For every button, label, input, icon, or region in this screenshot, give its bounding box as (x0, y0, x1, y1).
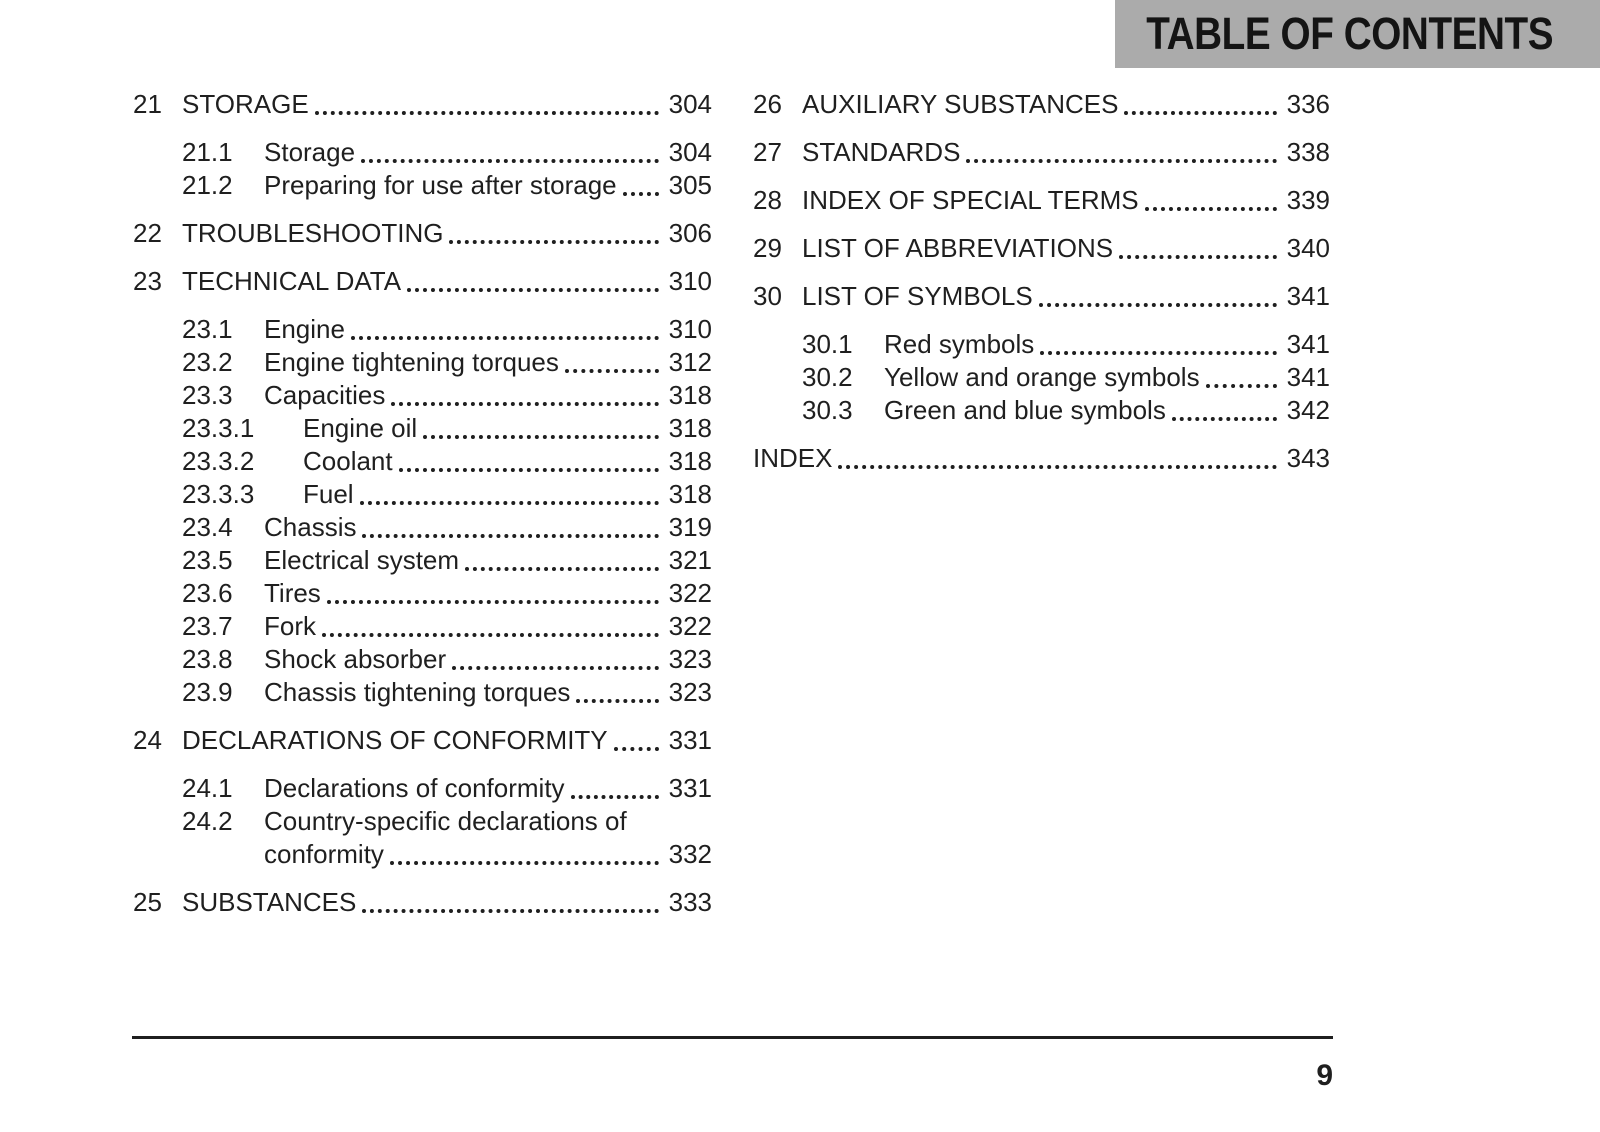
toc-entry-number: 23.6 (182, 578, 233, 608)
dot-leader (1206, 361, 1277, 388)
dot-leader (565, 346, 659, 373)
toc-entry (133, 379, 712, 412)
toc-entry (133, 136, 712, 169)
toc-entry-label: Fork (264, 611, 316, 641)
toc-entry-number: 21.2 (182, 170, 233, 200)
dot-leader (449, 217, 658, 244)
toc-entry (753, 184, 1330, 217)
toc-entry-label: Chassis tightening torques (264, 677, 571, 707)
toc-entry-body (264, 610, 712, 643)
toc-entry-body (264, 676, 712, 709)
toc-entry-body (264, 136, 712, 169)
toc-entry (753, 232, 1330, 265)
toc-entry-label: Capacities (264, 380, 386, 410)
toc-entry-line (264, 577, 712, 610)
toc-entry-body (753, 442, 1330, 475)
dot-leader (1145, 184, 1277, 211)
dot-leader (362, 886, 658, 913)
toc-entry-line (264, 544, 712, 577)
toc-entry-page: 341 (1286, 362, 1330, 392)
toc-entry (133, 169, 712, 202)
dot-leader (361, 136, 659, 163)
toc-entry-page: 333 (668, 887, 712, 917)
toc-entry-line (182, 886, 712, 919)
dot-leader (423, 412, 658, 439)
toc-entry-number: 25 (133, 887, 162, 917)
dot-leader (315, 88, 659, 115)
toc-entry-number: 30.2 (802, 362, 853, 392)
toc-entry-page: 318 (668, 380, 712, 410)
toc-entry-number: 22 (133, 218, 162, 248)
toc-entry (133, 676, 712, 709)
toc-entry-page: 340 (1286, 233, 1330, 263)
toc-entry-line (264, 610, 712, 643)
toc-entry-number: 23.3.3 (182, 479, 255, 509)
toc-entry-label: Yellow and orange symbols (884, 362, 1200, 392)
toc-entry-number: 28 (753, 185, 782, 215)
dot-leader (1124, 88, 1276, 115)
toc-entry-label: Country-specific declarations of (264, 806, 627, 836)
toc-entry-number: 23.9 (182, 677, 233, 707)
toc-entry-body (264, 346, 712, 379)
toc-entry-line (264, 643, 712, 676)
toc-entry-line (264, 511, 712, 544)
toc-entry-label: LIST OF SYMBOLS (802, 281, 1033, 311)
toc-entry-body (802, 280, 1330, 313)
toc-entry-label: Fuel (303, 479, 354, 509)
toc-entry-label: Tires (264, 578, 321, 608)
dot-leader (322, 610, 659, 637)
toc-entry (133, 772, 712, 805)
toc-entry-page: 341 (1286, 281, 1330, 311)
toc-entry (133, 544, 712, 577)
dot-leader (1172, 394, 1277, 421)
toc-entry-line (264, 805, 712, 838)
toc-entry-body (884, 361, 1330, 394)
toc-entry-label: INDEX OF SPECIAL TERMS (802, 185, 1139, 215)
toc-entry-page: 343 (1286, 443, 1330, 473)
toc-entry-body (802, 184, 1330, 217)
dot-leader (362, 511, 658, 538)
toc-entry-label: SUBSTANCES (182, 887, 357, 917)
toc-entry-body (182, 88, 712, 121)
toc-entry-number: 24.1 (182, 773, 233, 803)
dot-leader (838, 442, 1276, 469)
toc-entry-number: 29 (753, 233, 782, 263)
toc-entry-body (264, 379, 712, 412)
toc-entry-number: 23.3.2 (182, 446, 255, 476)
toc-entry-body (884, 328, 1330, 361)
toc-entry-number: 23 (133, 266, 162, 296)
footer-page-number: 9 (1316, 1059, 1333, 1092)
toc-entry-body (182, 724, 712, 757)
toc-entry-line (303, 445, 712, 478)
toc-entry-label: Chassis (264, 512, 357, 542)
toc-entry-number: 21.1 (182, 137, 233, 167)
toc-entry (133, 805, 712, 871)
toc-entry-label: TROUBLESHOOTING (182, 218, 444, 248)
toc-entry-number: 24 (133, 725, 162, 755)
dot-leader (351, 313, 659, 340)
toc-entry-number: 30.1 (802, 329, 853, 359)
toc-entry (133, 346, 712, 379)
dot-leader (571, 772, 659, 799)
toc-entry-label: conformity (264, 839, 384, 869)
toc-entry-number: 27 (753, 137, 782, 167)
toc-entry-line (182, 217, 712, 250)
toc-entry (133, 88, 712, 121)
toc-entry-line (264, 379, 712, 412)
toc-entry-line (182, 88, 712, 121)
toc-entry-line (264, 838, 712, 871)
toc-entry-body (264, 643, 712, 676)
toc-entry-page: 306 (668, 218, 712, 248)
toc-entry-label: Declarations of conformity (264, 773, 565, 803)
toc-entry-number: 23.2 (182, 347, 233, 377)
toc-entry-label: INDEX (753, 443, 833, 473)
toc-entry-line (182, 724, 712, 757)
toc-entry (753, 280, 1330, 313)
toc-entry-body (182, 217, 712, 250)
toc-entry-line (802, 88, 1330, 121)
toc-column-right (753, 88, 1330, 490)
toc-entry (133, 886, 712, 919)
toc-entry (133, 643, 712, 676)
toc-entry-label: Engine (264, 314, 345, 344)
footer-divider (132, 1036, 1333, 1039)
toc-entry (133, 610, 712, 643)
toc-entry-line (264, 346, 712, 379)
toc-entry-number: 26 (753, 89, 782, 119)
dot-leader (465, 544, 659, 571)
toc-entry-page: 304 (668, 89, 712, 119)
toc-entry-line (753, 442, 1330, 475)
toc-entry-body (802, 136, 1330, 169)
toc-entry-line (802, 280, 1330, 313)
toc-entry-number: 23.3.1 (182, 413, 255, 443)
toc-entry-body (264, 772, 712, 805)
toc-entry-page: 318 (668, 446, 712, 476)
toc-entry-page: 319 (668, 512, 712, 542)
dot-leader (391, 379, 658, 406)
toc-entry-body (303, 412, 712, 445)
toc-entry-page: 338 (1286, 137, 1330, 167)
dot-leader (614, 724, 659, 751)
toc-entry-page: 323 (668, 644, 712, 674)
toc-entry-page: 323 (668, 677, 712, 707)
toc-entry-body (264, 511, 712, 544)
toc-entry (133, 265, 712, 298)
toc-entry-line (303, 412, 712, 445)
toc-entry-line (802, 232, 1330, 265)
toc-entry-number: 23.7 (182, 611, 233, 641)
toc-entry (133, 217, 712, 250)
dot-leader (1040, 328, 1276, 355)
toc-entry-line (802, 184, 1330, 217)
dot-leader (390, 838, 659, 865)
toc-entry-line (264, 772, 712, 805)
dot-leader (966, 136, 1276, 163)
toc-entry-page: 318 (668, 479, 712, 509)
toc-entry-number: 23.8 (182, 644, 233, 674)
toc-entry-page: 336 (1286, 89, 1330, 119)
toc-entry-label: Engine tightening torques (264, 347, 559, 377)
toc-entry (133, 445, 712, 478)
toc-entry (753, 394, 1330, 427)
toc-entry-page: 310 (668, 314, 712, 344)
toc-entry-number: 23.1 (182, 314, 233, 344)
toc-entry-line (264, 313, 712, 346)
toc-entry (133, 412, 712, 445)
toc-entry-number: 23.3 (182, 380, 233, 410)
dot-leader (623, 169, 659, 196)
toc-entry-label: Storage (264, 137, 356, 167)
toc-entry-label: AUXILIARY SUBSTANCES (802, 89, 1119, 119)
toc-entry-line (884, 361, 1330, 394)
toc-entry-label: DECLARATIONS OF CONFORMITY (182, 725, 608, 755)
toc-entry-body (264, 805, 712, 871)
toc-entry-number: 23.4 (182, 512, 233, 542)
toc-entry-line (264, 136, 712, 169)
toc-entry-label: STORAGE (182, 89, 309, 119)
toc-entry-page: 310 (668, 266, 712, 296)
toc-entry (133, 478, 712, 511)
toc-entry-body (264, 577, 712, 610)
toc-entry-body (884, 394, 1330, 427)
toc-entry-number: 21 (133, 89, 162, 119)
dot-leader (452, 643, 659, 670)
toc-entry-line (884, 328, 1330, 361)
toc-entry-page: 312 (668, 347, 712, 377)
toc-entry-body (264, 169, 712, 202)
toc-entry (753, 88, 1330, 121)
toc-entry-line (303, 478, 712, 511)
toc-entry-page: 339 (1286, 185, 1330, 215)
toc-entry-line (802, 136, 1330, 169)
toc-entry (753, 442, 1330, 475)
toc-entry-body (182, 886, 712, 919)
toc-entry-label: Engine oil (303, 413, 418, 443)
toc-entry-body (303, 445, 712, 478)
toc-entry (753, 361, 1330, 394)
dot-leader (399, 445, 659, 472)
toc-column-left (133, 88, 712, 934)
toc-entry-number: 30.3 (802, 395, 853, 425)
dot-leader (407, 265, 659, 292)
dot-leader (1039, 280, 1277, 307)
toc-entry-page: 331 (668, 773, 712, 803)
toc-entry-page: 318 (668, 413, 712, 443)
toc-entry-number: 24.2 (182, 806, 233, 836)
toc-entry-body (802, 88, 1330, 121)
toc-entry (133, 577, 712, 610)
dot-leader (1119, 232, 1276, 259)
toc-entry-page: 332 (668, 839, 712, 869)
dot-leader (576, 676, 658, 703)
toc-entry-page: 305 (668, 170, 712, 200)
toc-entry-page: 342 (1286, 395, 1330, 425)
toc-entry-body (182, 265, 712, 298)
dot-leader (327, 577, 659, 604)
toc-entry-body (264, 544, 712, 577)
page-header-bar (1115, 0, 1600, 68)
toc-entry-page: 341 (1286, 329, 1330, 359)
toc-entry (133, 313, 712, 346)
toc-entry (133, 511, 712, 544)
toc-entry-label: Red symbols (884, 329, 1035, 359)
toc-entry-page: 304 (668, 137, 712, 167)
toc-entry-body (303, 478, 712, 511)
toc-entry (753, 328, 1330, 361)
toc-entry-label: Electrical system (264, 545, 460, 575)
toc-entry-line (884, 394, 1330, 427)
toc-entry-body (264, 313, 712, 346)
toc-entry (133, 724, 712, 757)
toc-entry-label: LIST OF ABBREVIATIONS (802, 233, 1114, 263)
toc-entry-label: TECHNICAL DATA (182, 266, 402, 296)
toc-entry-number: 23.5 (182, 545, 233, 575)
toc-entry-line (264, 676, 712, 709)
toc-entry-page: 321 (668, 545, 712, 575)
page-title: TABLE OF CONTENTS (1146, 8, 1553, 59)
toc-entry-label: Shock absorber (264, 644, 447, 674)
toc-entry-number: 30 (753, 281, 782, 311)
toc-entry-page: 322 (668, 578, 712, 608)
toc-entry-label: Green and blue symbols (884, 395, 1166, 425)
toc-entry-line (264, 169, 712, 202)
dot-leader (360, 478, 659, 505)
toc-entry-page: 322 (668, 611, 712, 641)
toc-entry (753, 136, 1330, 169)
toc-entry-label: Preparing for use after storage (264, 170, 617, 200)
toc-entry-page: 331 (668, 725, 712, 755)
toc-entry-label: Coolant (303, 446, 393, 476)
toc-entry-body (802, 232, 1330, 265)
toc-entry-label: STANDARDS (802, 137, 961, 167)
toc-entry-line (182, 265, 712, 298)
